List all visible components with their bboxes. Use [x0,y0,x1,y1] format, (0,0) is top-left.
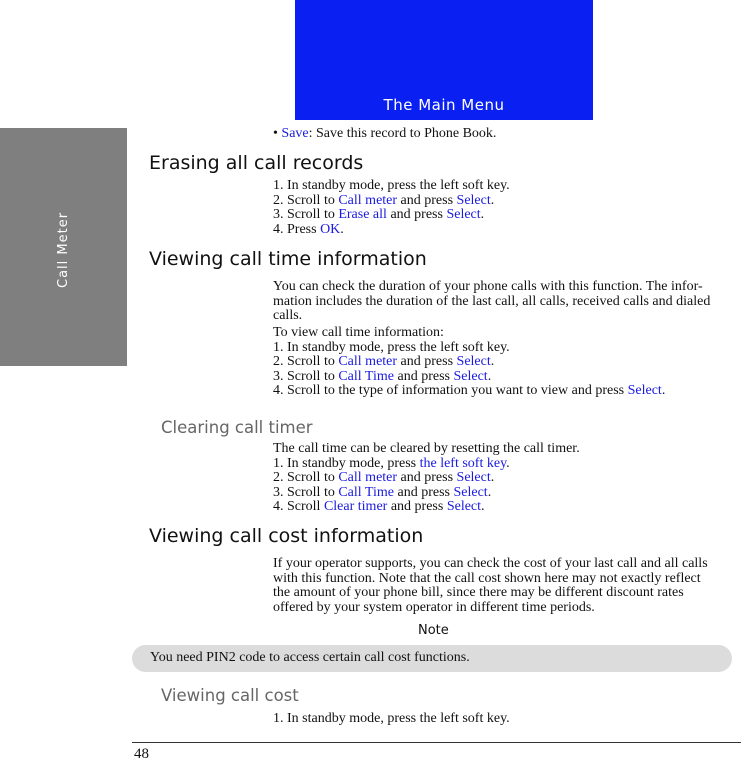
select-link[interactable]: Select [456,192,491,208]
step-text: and press [387,499,447,515]
step-text: and press [393,484,454,500]
select-link[interactable]: Select [446,499,482,515]
clear-timer-link[interactable]: Clear timer [323,499,388,515]
step-text: and press [397,192,457,208]
call-time-link[interactable]: Call Time [338,484,394,500]
step-text: 2. Scroll to [273,470,339,486]
step-text: . [506,455,510,471]
ok-link[interactable]: OK [320,221,341,237]
heading-cost-info: Viewing call cost information [149,525,424,547]
step-line [273,179,735,194]
step-text: 3. Scroll to [273,484,339,500]
save-bullet-item [273,127,496,142]
step-text: . [487,368,492,384]
paragraph-line: calls. [273,308,303,324]
chapter-title: The Main Menu [383,96,505,114]
select-link[interactable]: Select [453,368,488,384]
step-line [273,384,735,399]
heading-call-cost: Viewing call cost [161,686,299,705]
steps-intro: The call time can be cleared by resetting the call timer. [273,441,580,456]
select-link[interactable]: Select [446,207,481,223]
step-text: . [661,383,666,399]
step-line [273,223,735,238]
bullet-glyph: • [273,126,278,141]
footer-divider [132,742,741,743]
select-link[interactable]: Select [627,383,662,399]
note-text: You need PIN2 code to access certain call cost functions. [150,650,470,665]
step-text: 4. Scroll to the type of information you want to view and press [273,383,628,399]
time-info-paragraph [273,280,735,324]
paragraph-line: You can check the duration of your phone calls with this function. The infor- [273,279,703,294]
step-line [273,370,735,385]
step-text: . [481,499,485,515]
chapter-header [295,0,593,120]
note-label: Note [418,623,449,638]
select-link[interactable]: Select [453,484,488,500]
step-text: . [490,192,495,208]
page-number: 48 [134,746,149,762]
select-link[interactable]: Select [456,470,491,486]
save-link[interactable]: Save [281,126,309,141]
clearing-steps [273,442,735,515]
step-text: and press [397,470,457,486]
step-text: 2. Scroll to [273,354,339,370]
time-info-steps [273,326,735,399]
step-line [273,457,735,472]
step-text: . [340,221,344,237]
select-link[interactable]: Select [456,354,491,370]
step-text: 2. Scroll to [273,192,339,208]
call-meter-link[interactable]: Call meter [338,470,398,486]
step-line [273,341,735,356]
step-line [273,208,735,223]
step-line [273,355,735,370]
paragraph-line: offered by your system operator in different time periods. [273,599,595,615]
paragraph-line: the amount of your phone bill, since there may be different discount rates [273,585,684,601]
step-text: 3. Scroll to [273,368,339,384]
step-text: and press [397,354,457,370]
call-meter-link[interactable]: Call meter [338,354,398,370]
step-text: . [490,470,495,486]
step-text: 1. In standby mode, press the left soft key. [273,339,510,355]
heading-erasing: Erasing all call records [149,152,364,174]
save-description: : Save this record to Phone Book. [308,126,497,141]
steps-intro: To view call time information: [273,325,444,340]
paragraph-line: mation includes the duration of the last call, all calls, received calls and dialed [273,293,711,309]
step-text: and press [393,368,454,384]
step-text: 4. Scroll [273,499,324,515]
call-cost-steps [273,712,735,727]
call-time-link[interactable]: Call Time [338,368,394,384]
step-text: . [490,354,495,370]
heading-time-info: Viewing call time information [149,248,427,270]
step-text: 1. In standby mode, press [273,455,420,471]
step-line [273,486,735,501]
note-box [132,645,732,672]
step-text: . [480,207,485,223]
erase-all-link[interactable]: Erase all [338,207,387,223]
step-text: . [487,484,492,500]
step-line [273,471,735,486]
erasing-steps [273,179,735,237]
step-text: 4. Press [273,221,321,237]
step-line [273,194,735,209]
step-line: 1. In standby mode, press the left soft key. [273,711,510,726]
paragraph-line: with this function. Note that the call cost shown here may not exactly reflect [273,570,701,586]
step-text: 1. In standby mode, press the left soft key. [273,178,510,193]
heading-clearing: Clearing call timer [161,418,313,437]
cost-info-paragraph [273,557,735,615]
left-soft-key-link[interactable]: the left soft key [419,455,507,471]
step-text: and press [386,207,447,223]
call-meter-link[interactable]: Call meter [338,192,398,208]
paragraph-line: If your operator supports, you can check the cost of your last call and all calls [273,556,708,571]
step-line [273,500,735,515]
step-text: 3. Scroll to [273,207,339,223]
side-tab-label: Call Meter [56,211,71,289]
